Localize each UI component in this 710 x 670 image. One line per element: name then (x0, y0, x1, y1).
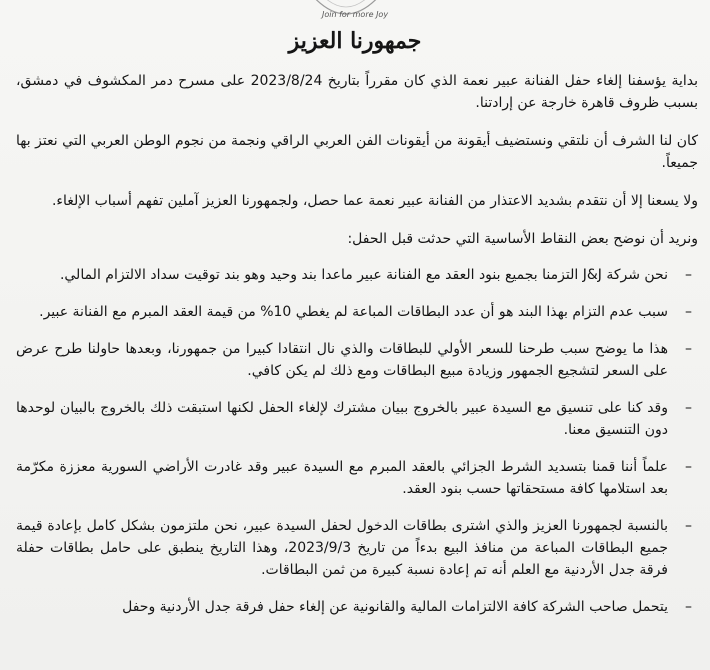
list-item: – يتحمل صاحب الشركة كافة الالتزامات المالية والقانونية عن إلغاء حفل فرقة جدل الأردنية وحفل (16, 596, 698, 618)
list-item: – نحن شركة J&J التزمنا بجميع بنود العقد مع الفنانة عبير ماعدا بند وحيد وهو بند توقيت سداد الالتزام المالي. (16, 264, 698, 286)
list-item: – وقد كنا على تنسيق مع السيدة عبير بالخروج ببيان مشترك لإلغاء الحفل لكنها استبقت ذلك بالخروج بالبيان لوحدها دون التنسيق معنا. (16, 397, 698, 441)
list-item: – بالنسبة لجمهورنا العزيز والذي اشترى بطاقات الدخول لحفل السيدة عبير، نحن ملتزمون بشكل كامل بإعادة قيمة جميع البطاقات المباعة من منافذ البيع بدءاً من تاريخ 2023/9/3، وهذا التاريخ ينطبق على حامل بطاقات حفلة فرقة جدل الأردنية مع العلم أنه تم إعادة نسبة كبيرة من ثمن البطاقات. (16, 515, 698, 581)
points-list (16, 264, 698, 618)
list-item: – هذا ما يوضح سبب طرحنا للسعر الأولي للبطاقات والذي نال انتقادا كبيرا من جمهورنا، وبعدها حاولنا طرح عرض على السعر لتشجيع الجمهور وزيادة مبيع البطاقات ومع ذلك لم يكن كافي. (16, 338, 698, 382)
paragraph: بداية يؤسفنا إلغاء حفل الفنانة عبير نعمة الذي كان مقرراً بتاريخ 2023/8/24 على مسرح دمر المكشوف في دمشق، بسبب ظروف قاهرة خارجة عن إرادتنا. (16, 73, 698, 111)
list-item: – سبب عدم التزام بهذا البند هو أن عدد البطاقات المباعة لم يغطي 10% من قيمة العقد المبرم مع الفنانة عبير. (16, 301, 698, 323)
document-body (16, 70, 698, 633)
page-title: جمهورنا العزيز (288, 28, 422, 54)
points-intro: ونريد أن نوضح بعض النقاط الأساسية التي حدثت قبل الحفل: (347, 231, 698, 247)
paragraph: ولا يسعنا إلا أن نتقدم بشديد الاعتذار من الفنانة عبير نعمة عما حصل، ولجمهورنا العزيز آملين تفهم أسباب الإلغاء. (51, 193, 698, 209)
list-item: – علماً أننا قمنا بتسديد الشرط الجزائي بالعقد المبرم مع السيدة عبير وقد غادرت الأراضي السورية معززة مكرّمة بعد استلامها كافة مستحقاتها حسب بنود العقد. (16, 456, 698, 500)
paragraph: كان لنا الشرف أن نلتقي ونستضيف أيقونة من أيقونات الفن العربي الراقي ونجمة من نجوم الوطن العربي التي نعتز بها جميعاً. (16, 133, 698, 171)
logo-tagline: Join for more Joy (322, 10, 389, 19)
